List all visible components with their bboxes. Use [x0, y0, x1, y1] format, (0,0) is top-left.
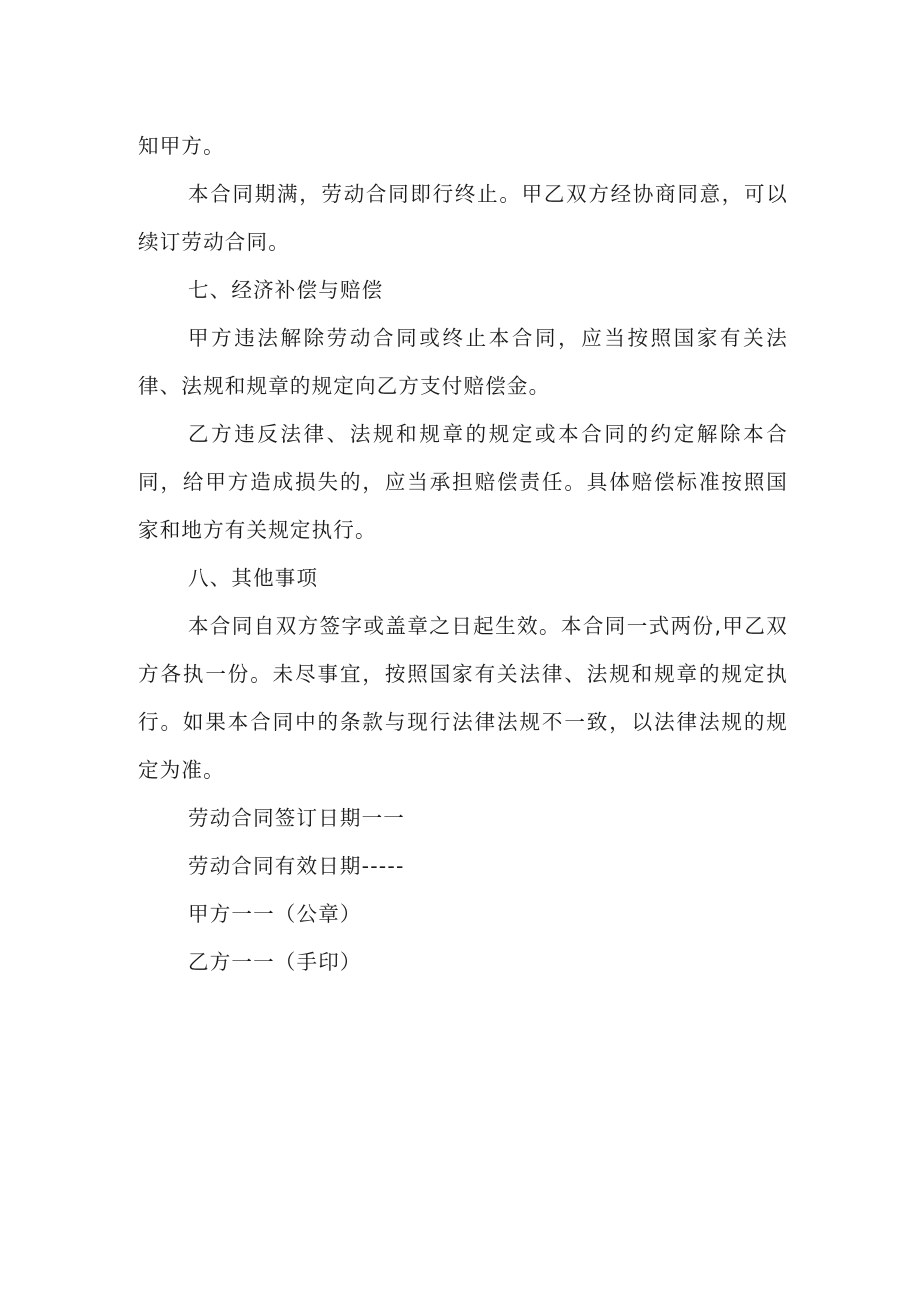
effective-date-line: 劳动合同有效日期-----	[188, 854, 405, 878]
continuation-paragraph: 知甲方。	[138, 134, 225, 158]
document-body	[138, 122, 788, 986]
contract-expiry-paragraph: 本合同期满，劳动合同即行终止。甲乙双方经协商同意，可以续订劳动合同。	[138, 182, 788, 254]
effectiveness-paragraph: 本合同自双方签字或盖章之日起生效。本合同一式两份,甲乙双方各执一份。未尽事宜，按照国家有关法律、法规和规章的规定执行。如果本合同中的条款与现行法律法规不一致，以法律法规的规定为准。	[138, 614, 788, 782]
employer-compensation-paragraph: 甲方违法解除劳动合同或终止本合同，应当按照国家有关法律、法规和规章的规定向乙方支付赔偿金。	[138, 326, 788, 398]
section-heading-other-matters: 八、其他事项	[188, 566, 319, 590]
section-heading-compensation: 七、经济补偿与赔偿	[188, 278, 384, 302]
party-b-fingerprint-line: 乙方一一（手印）	[188, 950, 362, 974]
employee-liability-paragraph: 乙方违反法律、法规和规章的规定或本合同的约定解除本合同，给甲方造成损失的，应当承担赔偿责任。具体赔偿标准按照国家和地方有关规定执行。	[138, 422, 788, 542]
signing-date-line: 劳动合同签订日期一一	[188, 806, 405, 830]
party-a-seal-line: 甲方一一（公章）	[188, 902, 362, 926]
